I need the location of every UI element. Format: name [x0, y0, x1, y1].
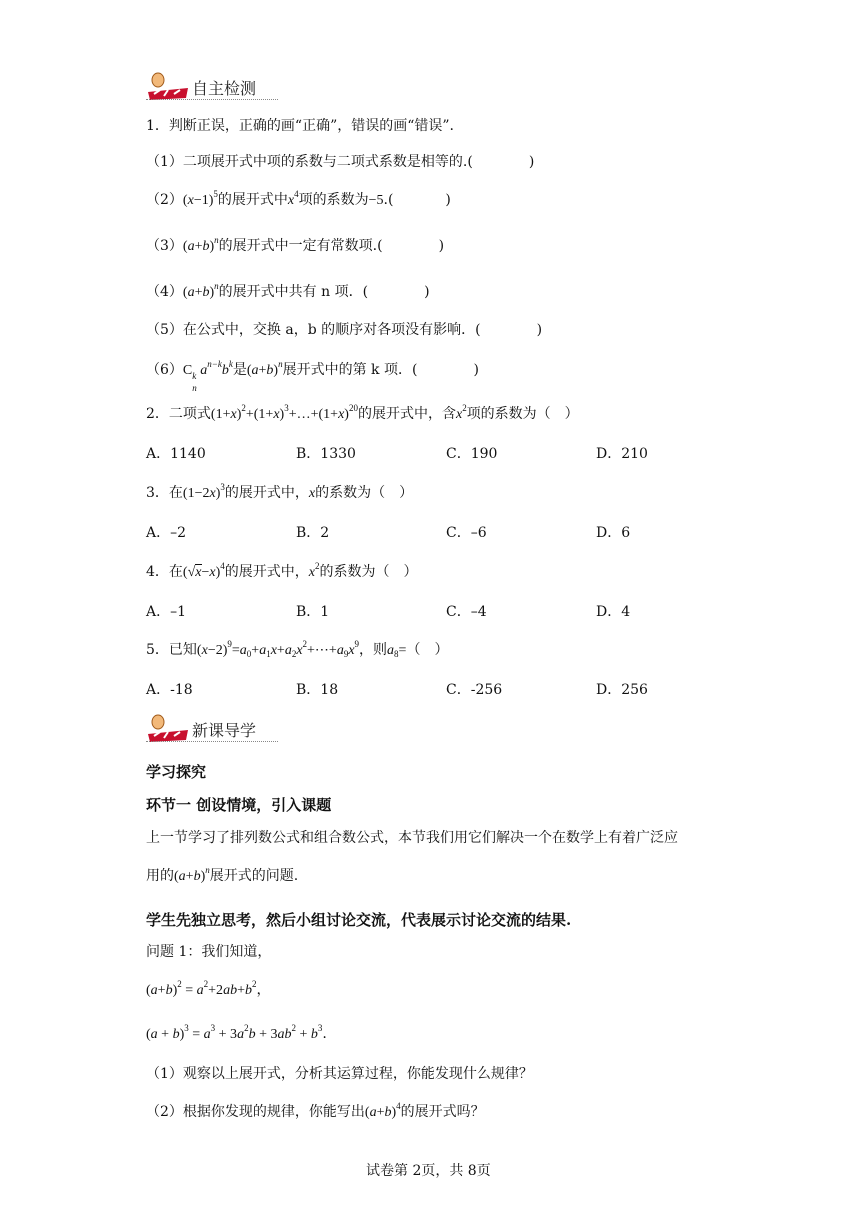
q2-option-a[interactable]: A．1140	[146, 446, 206, 462]
q5-option-d[interactable]: D．256	[596, 682, 648, 698]
study-heading: 学习探究	[146, 763, 207, 781]
section-title-self-check: 自主检测	[192, 79, 257, 98]
section-logo-icon	[146, 712, 190, 744]
link-1-heading: 环节一 创设情境，引入课题	[146, 796, 332, 814]
question-4-stem: 4．在$(√x-x)^4$的展开式中，$x^2$的系数为（ ）	[146, 561, 418, 580]
q4-option-a[interactable]: A．–1	[146, 604, 187, 620]
q3-option-b[interactable]: B．2	[296, 525, 330, 541]
q3-option-c[interactable]: C．–6	[446, 525, 487, 541]
q1-item-4: $(4)(a+b)^n$的展开式中共有 n 项．( )	[146, 281, 430, 300]
q1-item-2: $(2)(x-1)^5$的展开式中$x^4$项的系数为−5.( )	[146, 189, 451, 208]
question-2-stem: 2．二项式$(1+x)^2+(1+x)^3+\dots+(1+x)^{20}$的展开式中，含$x^2$项的系数为（ ）	[146, 403, 579, 422]
question-1-stem: 1．判断正误，正确的画“正确”，错误的画“错误”.	[146, 118, 454, 134]
q1-item-6: （6）C k n $a^{n-k}b^k$是$(a+b)^n$展开式中的第 k 项．( )	[146, 359, 479, 393]
paragraph-2: 用的$(a+b)^n$展开式的问题.	[146, 865, 299, 884]
q4-option-b[interactable]: B．1	[296, 604, 330, 620]
paragraph-1: 上一节学习了排列数公式和组合数公式，本节我们用它们解决一个在数学上有着广泛应	[146, 830, 678, 846]
q3-option-d[interactable]: D．6	[596, 525, 631, 541]
q5-option-b[interactable]: B．18	[296, 682, 339, 698]
section-title-new-lesson: 新课导学	[192, 721, 257, 740]
q2-option-b[interactable]: B．1330	[296, 446, 356, 462]
q4-option-c[interactable]: C．–4	[446, 604, 487, 620]
q2-option-c[interactable]: C．190	[446, 446, 498, 462]
question-5-stem: 5．已知$(x-2)^9=a_0+a_1x+a_2x^2+\cdots+a_9x^9$，则$a_8=$（ ）	[146, 639, 449, 659]
equation-1: $(a+b)^2 = a^2+2ab+b^2$，	[146, 979, 271, 998]
section-logo-icon	[146, 70, 190, 102]
q1-item-1: （1）二项展开式中项的系数与二项式系数是相等的.( )	[146, 154, 535, 170]
equation-2: $(a + b)^3 = a^3 + 3a^2b + 3ab^2 + b^3$.	[146, 1023, 327, 1042]
question-3-stem: 3．在$(1-2x)^3$的展开式中，x的系数为（ ）	[146, 482, 414, 501]
q1-item-3: $(3)(a+b)^n$的展开式中一定有常数项.( )	[146, 235, 445, 254]
section-underline	[146, 741, 278, 742]
q4-option-d[interactable]: D．4	[596, 604, 631, 620]
sub-question-1: （1）观察以上展开式，分析其运算过程，你能发现什么规律？	[146, 1066, 533, 1082]
section-underline	[146, 99, 278, 100]
page-footer: 试卷第 2页，共 8页	[366, 1163, 491, 1179]
sub-question-2: （2）根据你发现的规律，你能写出$(a+b)^4$的展开式吗？	[146, 1101, 485, 1120]
q3-option-a[interactable]: A．–2	[146, 525, 187, 541]
q1-item-5: （5）在公式中，交换 a，b 的顺序对各项没有影响．( )	[146, 322, 543, 338]
problem-1-text: 问题 1：我们知道，	[146, 944, 272, 960]
instruction-text: 学生先独立思考，然后小组讨论交流，代表展示讨论交流的结果.	[146, 911, 572, 929]
q5-option-c[interactable]: C．-256	[446, 682, 503, 698]
q5-option-a[interactable]: A．-18	[146, 682, 193, 698]
q2-option-d[interactable]: D．210	[596, 446, 648, 462]
